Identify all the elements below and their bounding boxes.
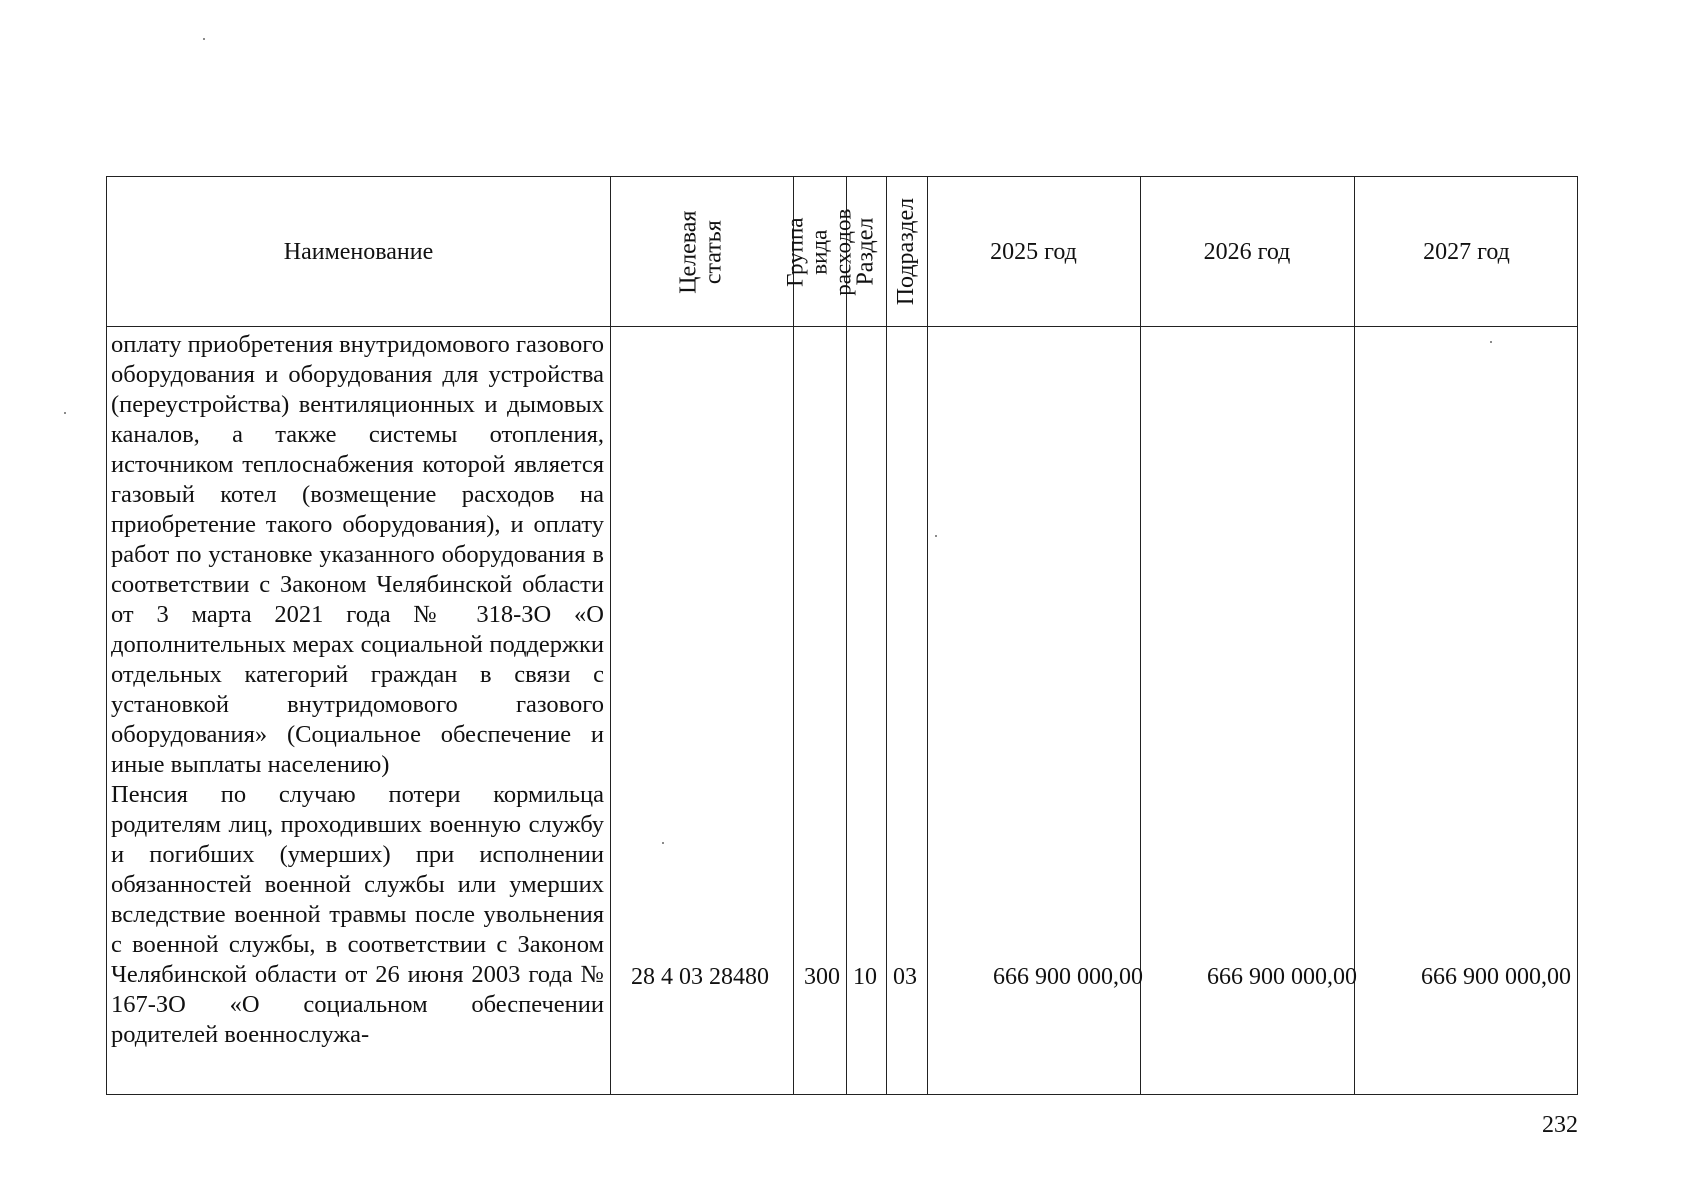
scan-speck xyxy=(203,38,205,40)
scan-speck xyxy=(64,412,66,414)
row-expense-group: 300 xyxy=(804,964,840,990)
row-amount-2026: 666 900 000,00 xyxy=(1207,964,1357,990)
header-2027: 2027 год xyxy=(1423,238,1510,265)
scan-speck xyxy=(935,535,937,537)
header-target-article: Целевая статья xyxy=(675,210,727,294)
header-subsection: Подраздел xyxy=(892,198,919,306)
row-name-text: оплату приобретения внутридомового газового оборудования и оборудования для устройства (переустройства) вентиляционных и дымовых каналов, а также системы отопления, источником теплоснабжения которой является газовый котел (возмещение расходов на приобретение такого оборудования), и оплату работ по установке указанного оборудования в соответствии с Законом Челябинской области от 3 марта 2021 года № 318-ЗО «О дополнительных мерах социальной поддержки отдельных категорий граждан в связи с установкой внутридомового газового оборудования» (Социальное обеспечение и иные выплаты населению) Пенсия по случаю потери кормильца родителям лиц, проходивших военную службу и погибших (умерших) при исполнении обязанностей военной службы или умерших вследствие военной травмы после увольнения с военной службы, в соответствии с Законом Челябинской области от 26 июня 2003 года № 167-ЗО «О социальном обеспечении родителей военнослужа- xyxy=(111,331,604,1048)
scan-speck xyxy=(1490,341,1492,343)
table-header-row xyxy=(107,177,1577,327)
header-name: Наименование xyxy=(283,238,434,265)
row-subsection: 03 xyxy=(893,964,917,990)
row-amount-2025: 666 900 000,00 xyxy=(993,964,1143,990)
row-amount-2027: 666 900 000,00 xyxy=(1421,964,1571,990)
row-section: 10 xyxy=(853,964,877,990)
page-number: 232 xyxy=(1542,1112,1578,1138)
scan-speck xyxy=(662,842,664,844)
header-expense-group: Группа вида расходов xyxy=(782,208,856,296)
budget-table xyxy=(106,176,1578,1095)
header-section: Раздел xyxy=(852,218,879,286)
header-2026: 2026 год xyxy=(1203,238,1291,265)
header-2025: 2025 год xyxy=(990,238,1077,265)
row-target-article: 28 4 03 28480 xyxy=(631,964,769,990)
